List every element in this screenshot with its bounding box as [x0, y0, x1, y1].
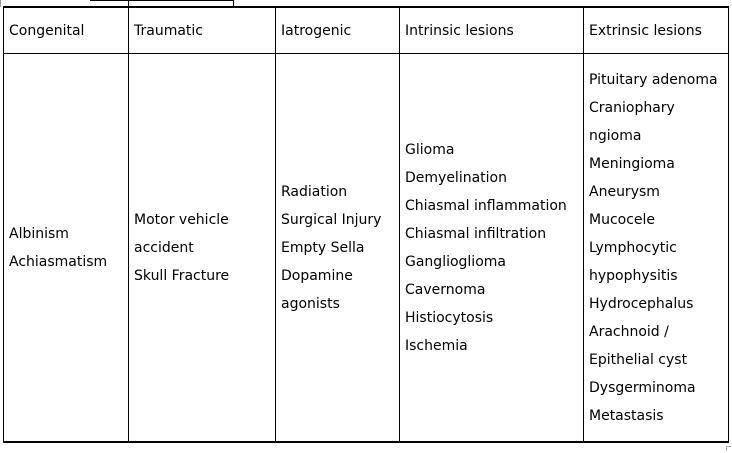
- crop-artifact-top-line: [90, 0, 234, 1]
- cell-iatrogenic: [276, 54, 400, 443]
- cell-line: Lymphocytic: [589, 239, 677, 256]
- cell-line: Skull Fracture: [134, 267, 230, 284]
- crop-artifact-corner: [0, 0, 1, 7]
- cell-line: Chiasmal infiltration: [405, 225, 547, 242]
- cell-line: hypophysitis: [589, 267, 678, 284]
- cell-line: Albinism: [9, 225, 69, 242]
- cell-line: Mucocele: [589, 211, 656, 228]
- table-row: [4, 54, 729, 443]
- cell-line: Achiasmatism: [9, 253, 108, 270]
- cell-line: Surgical Injury: [281, 211, 382, 228]
- cell-line: Meningioma: [589, 155, 675, 172]
- cell-line: Epithelial cyst: [589, 351, 688, 368]
- table-body: [4, 54, 729, 443]
- cell-line: Ganglioglioma: [405, 253, 506, 270]
- cell-line: Aneurysm: [589, 183, 660, 200]
- cell-line: Craniophary: [589, 99, 675, 116]
- cell-line: Motor vehicle: [134, 211, 229, 228]
- cell-line: Empty Sella: [281, 239, 365, 256]
- crop-artifact-bottom-right: [726, 446, 731, 451]
- cell-line: agonists: [281, 295, 340, 312]
- header-congenital: Congenital: [4, 7, 129, 54]
- header-intrinsic-lesions: Intrinsic lesions: [400, 7, 584, 54]
- cell-line: Ischemia: [405, 337, 468, 354]
- cell-extrinsic-lesions: [584, 54, 729, 443]
- header-extrinsic-lesions: Extrinsic lesions: [584, 7, 729, 54]
- chiasmal-lesion-causes-table: [3, 6, 729, 443]
- cell-line: Histiocytosis: [405, 309, 494, 326]
- cell-congenital: [4, 54, 129, 443]
- cell-traumatic: [129, 54, 276, 443]
- header-traumatic: Traumatic: [129, 7, 276, 54]
- cell-line: Metastasis: [589, 407, 664, 424]
- cell-line: Dysgerminoma: [589, 379, 696, 396]
- cell-line: Dopamine: [281, 267, 353, 284]
- cell-line: Arachnoid /: [589, 323, 669, 340]
- cell-line: Pituitary adenoma: [589, 71, 718, 88]
- table-header-row: [4, 7, 729, 54]
- cell-intrinsic-lesions: [400, 54, 584, 443]
- header-iatrogenic: Iatrogenic: [276, 7, 400, 54]
- cell-line: ngioma: [589, 127, 642, 144]
- cell-line: Radiation: [281, 183, 348, 200]
- cell-line: Demyelination: [405, 169, 507, 186]
- cell-line: Cavernoma: [405, 281, 486, 298]
- cell-line: Chiasmal inflammation: [405, 197, 567, 214]
- cell-line: Hydrocephalus: [589, 295, 694, 312]
- cell-line: Glioma: [405, 141, 455, 158]
- cell-line: accident: [134, 239, 194, 256]
